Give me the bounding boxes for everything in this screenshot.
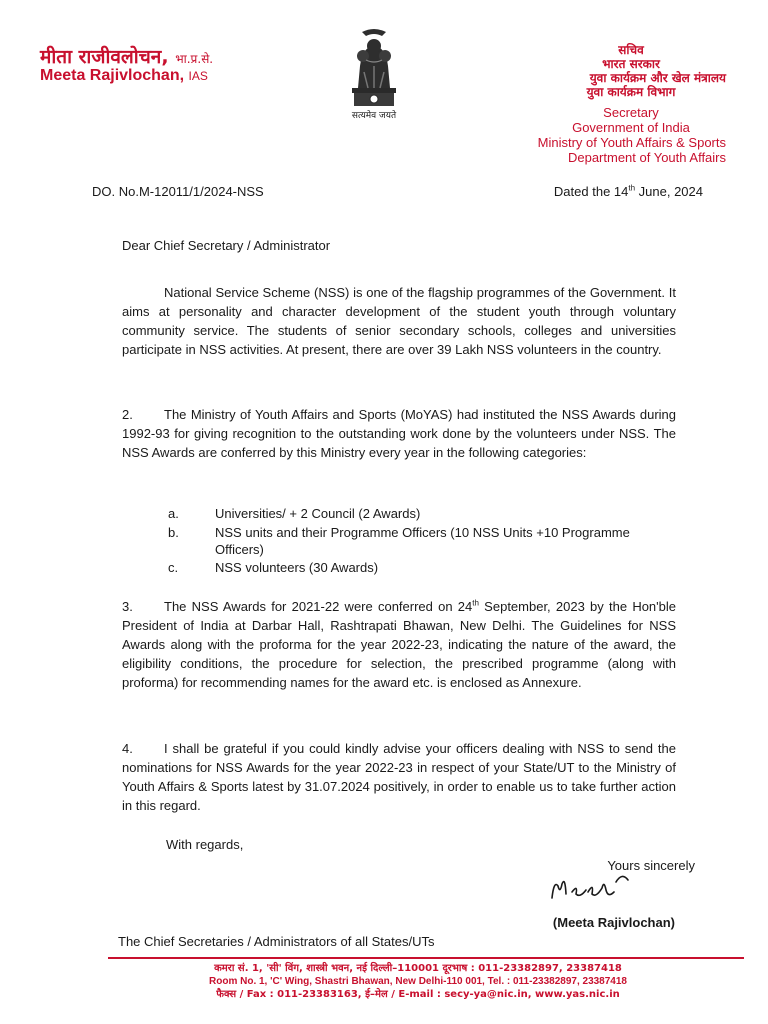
govt-english: Government of India [572, 120, 690, 135]
footer-line-contact: फैक्स / Fax : 011-23383163, ई–मेल / E-mail : secy-ya@nic.in, www.yas.nic.in [216, 989, 620, 1000]
ministry-hindi: युवा कार्यक्रम और खेल मंत्रालय [589, 71, 726, 85]
govt-hindi: भारत सरकार [602, 57, 660, 71]
sender-name-hindi: मीता राजीवलोचन, भा.प्र.से. [40, 46, 214, 68]
department-english: Department of Youth Affairs [567, 150, 726, 165]
reference-number: DO. No.M-12011/1/2024-NSS [92, 184, 264, 199]
footer-divider [108, 957, 744, 959]
recipient: The Chief Secretaries / Administrators of all States/UTs [118, 934, 435, 949]
sender-suffix-english: IAS [188, 69, 208, 83]
department-hindi: युवा कार्यक्रम विभाग [586, 85, 676, 99]
paragraph-2: 2. The Ministry of Youth Affairs and Sports (MoYAS) had instituted the NSS Awards during 1992-93 for giving recognition to the outstanding work done by the volunteers under NSS. The NSS Awards are conferred by this Ministry every year in the following categories: [122, 407, 676, 460]
designation-english: Secretary [603, 105, 659, 120]
ministry-english: Ministry of Youth Affairs & Sports [537, 135, 726, 150]
emblem-motto: सत्यमेव जयते [351, 111, 397, 121]
paragraph-4: 4. I shall be grateful if you could kindly advise your officers dealing with NSS to send the nominations for NSS Awards for the year 2022-23 in respect of your State/UT to the Ministry of Youth Affairs & Sports latest by 31.07.2024 positively, in order to enable us to take further action in this regard. [122, 741, 676, 813]
salutation: Dear Chief Secretary / Administrator [122, 238, 331, 253]
list-item: a. Universities/ + 2 Council (2 Awards) [168, 506, 421, 521]
designation-hindi: सचिव [618, 43, 644, 57]
sender-suffix-hindi: भा.प्र.से. [175, 52, 214, 66]
letter-date: Dated the 14th June, 2024 [553, 183, 703, 199]
closing-regards: With regards, [166, 837, 244, 852]
footer-line-english: Room No. 1, 'C' Wing, Shastri Bhawan, New Delhi-110 001, Tel. : 011-23382897, 23387418 [209, 976, 627, 987]
list-item: c. NSS volunteers (30 Awards) [168, 560, 379, 575]
signature-icon [548, 868, 638, 906]
footer-address [100, 962, 736, 1001]
closing-yours: Yours sincerely [607, 858, 695, 873]
sender-name-english: Meeta Rajivlochan, IAS [40, 67, 208, 84]
list-item: b. NSS units and their Programme Officers (10 NSS Units +10 Programme Officers) [168, 525, 630, 557]
designation-block [466, 43, 726, 165]
paragraph-1: National Service Scheme (NSS) is one of the flagship programmes of the Government. It aims at personality and character development of the student youth through voluntary community service. The students of senior secondary schools, colleges and universities participate in NSS activities. At present, there are over 39 Lakh NSS volunteers in the country. [122, 285, 676, 357]
signatory-name: (Meeta Rajivlochan) [552, 915, 675, 930]
paragraph-3: 3. The NSS Awards for 2021-22 were conferred on 24th September, 2023 by the Hon'ble President of India at Darbar Hall, Rashtrapati Bhawan, New Delhi. The Guidelines for NSS Awards along with the proforma for the year 2022-23, indicating the nature of the award, the eligibility conditions, the procedure for selection, the prescribed programme (along with proforma) for recommending names for the award etc. is enclosed as Annexure. [122, 598, 676, 690]
footer-line-hindi: कमरा सं. 1, 'सी' विंग, शास्त्री भवन, नई दिल्ली–110001 दूरभाष : 011-23382897, 23387418 [214, 963, 622, 974]
